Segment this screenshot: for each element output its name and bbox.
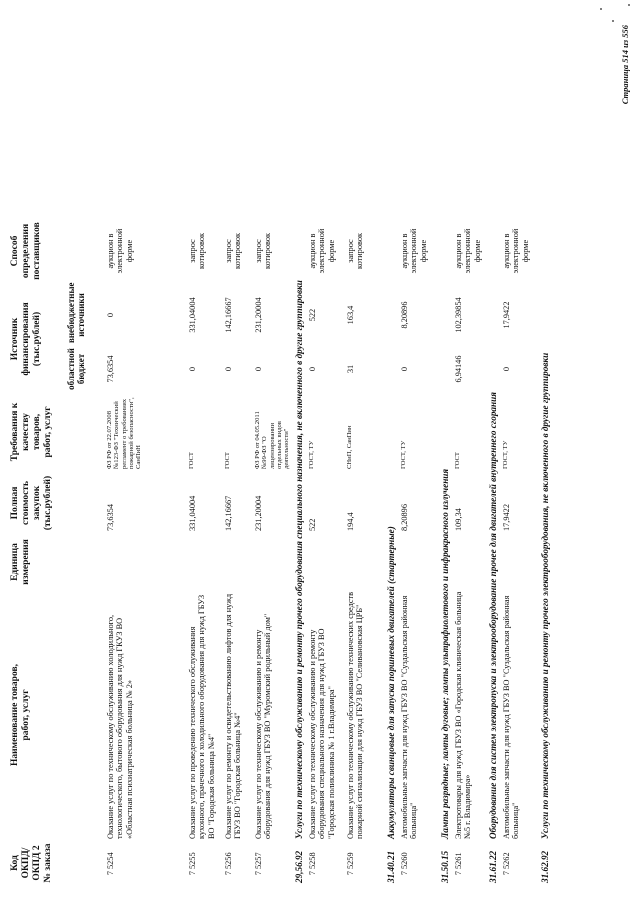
table bbox=[8, 21, 632, 883]
table-body bbox=[106, 21, 554, 883]
oblast-cell: 73,6354 bbox=[106, 355, 115, 383]
group-row bbox=[540, 21, 554, 883]
item-name: Автомобильные запчасти для нужд ГБУЗ ВО "Суздальская районная больница" bbox=[400, 595, 419, 839]
order-number-prefix: 7 bbox=[308, 871, 317, 876]
order-number: 5260 bbox=[400, 852, 409, 869]
vneb-cell: 0 bbox=[106, 312, 115, 318]
order-number-prefix: 7 bbox=[400, 871, 409, 876]
requirements-cell: ГОСТ, ТУ bbox=[308, 440, 315, 469]
group-title: Оборудование для систем электропуска и электрооборудование прочее для двигателей внутреннего сгорания bbox=[488, 392, 498, 839]
cost-cell: 73,6354 bbox=[106, 504, 115, 531]
order-number-prefix: 7 bbox=[188, 871, 197, 876]
vneb-cell: 8,20896 bbox=[400, 301, 409, 329]
scan-speck bbox=[628, 4, 630, 6]
group-code: 31.40.21 bbox=[386, 850, 396, 883]
requirements-cell: ГОСТ bbox=[188, 452, 195, 469]
cost-cell: 231,20004 bbox=[254, 495, 263, 531]
oblast-cell: 31 bbox=[346, 364, 355, 374]
table-row bbox=[224, 21, 254, 883]
group-row bbox=[440, 21, 454, 883]
order-number: 5254 bbox=[106, 852, 115, 869]
item-name: Оказание услуг по проведению технического обслуживания кухонного, прачечного и холодильного оборудования для нужд ГБУЗ ВО "Городская больница №4" bbox=[188, 594, 216, 839]
table-row bbox=[106, 21, 188, 883]
header-finance: Источник финансирования (тыс.рублей) bbox=[10, 302, 42, 376]
oblast-cell: 0 bbox=[502, 366, 511, 372]
header-oblast: областной бюджет bbox=[66, 348, 87, 390]
oblast-cell: 0 bbox=[224, 366, 233, 372]
table-row bbox=[254, 21, 294, 883]
oblast-cell: 0 bbox=[254, 366, 263, 372]
oblast-cell: 0 bbox=[188, 366, 197, 372]
group-title: Услуги по техническому обслуживанию и ремонту прочего оборудования специального назначения, не включенного в другие группировки bbox=[294, 280, 304, 839]
method-cell: запрос котировок bbox=[254, 232, 273, 270]
item-name: Оказание услуг по техническому обслуживанию и ремонту оборудования специального назначения для нужд ГБУЗ ВО "Городская поликлиника № 1 г.Владимира" bbox=[308, 628, 336, 839]
method-cell: аукцион в электронной форме bbox=[454, 228, 482, 274]
requirements-cell: ФЗ РФ от 04.05.2011 №99-ФЗ "О лицензировании отдельных видов деятельности" bbox=[254, 411, 290, 469]
table-row bbox=[400, 21, 440, 883]
vneb-cell: 17,9422 bbox=[502, 301, 511, 329]
page-number: Страница 514 из 556 bbox=[620, 25, 630, 105]
method-cell: аукцион в электронной форме bbox=[400, 228, 428, 274]
order-number: 5259 bbox=[346, 852, 355, 869]
item-name: Оказание услуг по техническому обслуживанию холодильного, технологического, бытового оборудования для нужд ГКУЗ ВО «Областная психиатрическая больница № 2» bbox=[106, 614, 134, 839]
table-row bbox=[502, 21, 540, 883]
header-code: Код ОКПД/ ОКПД 2 № заказа bbox=[10, 843, 53, 883]
table-row bbox=[454, 21, 488, 883]
item-name: Оказание услуг по ремонту и освидетельствованию лифтов для нужд ГБУЗ ВО "Городская больница №4" bbox=[224, 593, 243, 839]
order-number: 5256 bbox=[224, 852, 233, 869]
item-name: Автомобильные запчасти для нужд ГБУЗ ВО "Суздальская районная больница" bbox=[502, 595, 521, 839]
cost-cell: 522 bbox=[308, 518, 317, 531]
cost-cell: 194,4 bbox=[346, 512, 355, 531]
scan-speck bbox=[612, 20, 614, 22]
order-number-prefix: 7 bbox=[346, 871, 355, 876]
order-number-prefix: 7 bbox=[502, 871, 511, 876]
group-row bbox=[386, 21, 400, 883]
order-number-prefix: 7 bbox=[254, 871, 263, 876]
cost-cell: 142,16667 bbox=[224, 495, 233, 531]
header-method: Способ определения поставщиков bbox=[10, 222, 42, 280]
group-title: Услуги по техническому обслуживанию и ремонту прочего электрооборудования, не включенного в другие группировки bbox=[540, 352, 550, 839]
cost-cell: 331,04004 bbox=[188, 495, 197, 531]
cost-cell: 8,20896 bbox=[400, 504, 409, 531]
item-name: Оказание услуг по техническому обслуживанию и ремонту оборудования для нужд ГБУЗ ВО "Муромский родильный дом" bbox=[254, 613, 273, 839]
header-requirements: Требования к качеству товаров, работ, услуг bbox=[10, 402, 53, 462]
group-title: Аккумуляторы свинцовые для запуска поршневых двигателей (стартерные) bbox=[386, 526, 396, 839]
vneb-cell: 331,04004 bbox=[188, 297, 197, 333]
order-number: 5262 bbox=[502, 852, 511, 869]
method-cell: запрос котировок bbox=[224, 232, 243, 270]
requirements-cell: ФЗ РФ от 22.07.2008 №123-ФЗ "Технический регламент о требованиях пожарной безопасности", СанПиН bbox=[106, 397, 142, 469]
order-number: 5255 bbox=[188, 852, 197, 869]
requirements-cell: ГОСТ bbox=[224, 452, 231, 469]
order-number-prefix: 7 bbox=[106, 871, 115, 876]
group-code: 31.50.15 bbox=[440, 850, 450, 883]
vneb-cell: 231,20004 bbox=[254, 297, 263, 333]
group-code: 31.61.22 bbox=[488, 850, 498, 883]
order-number: 5258 bbox=[308, 852, 317, 869]
order-number: 5257 bbox=[254, 852, 263, 869]
table-header bbox=[8, 21, 104, 883]
requirements-cell: ГОСТ, ТУ bbox=[502, 440, 509, 469]
oblast-cell: 0 bbox=[400, 366, 409, 372]
method-cell: запрос котировок bbox=[188, 232, 207, 270]
group-code: 31.62.92 bbox=[540, 850, 550, 883]
requirements-cell: ГОСТ, ТУ bbox=[400, 440, 407, 469]
header-vneb: внебюджетные источники bbox=[66, 282, 87, 343]
header-name: Наименование товаров, работ, услуг bbox=[10, 664, 31, 766]
header-cost: Полная стоимость закупок (тыс.рублей) bbox=[10, 475, 53, 531]
order-number: 5261 bbox=[454, 852, 463, 869]
vneb-cell: 522 bbox=[308, 308, 317, 322]
method-cell: аукцион в электронной форме bbox=[308, 228, 336, 274]
group-row bbox=[294, 21, 308, 883]
oblast-cell: 0 bbox=[308, 366, 317, 372]
oblast-cell: 6,94146 bbox=[454, 355, 463, 383]
group-title: Лампы разрядные; лампы дуговые; лампы ультрафиолетового и инфракрасного излучения bbox=[440, 468, 450, 839]
scan-speck bbox=[600, 8, 602, 10]
table-row bbox=[346, 21, 386, 883]
item-name: Электротовары для нужд ГБУЗ ВО «Городская клиническая больница №5 г. Владимира» bbox=[454, 591, 473, 839]
item-name: Оказание услуг по техническому обслуживанию технических средств пожарной сигнализации для нужд ГБУЗ ВО "Селивановская ЦРБ" bbox=[346, 591, 365, 839]
group-code: 29,56.92 bbox=[294, 850, 304, 883]
requirements-cell: СНиП, СанПин bbox=[346, 425, 353, 469]
method-cell: аукцион в электронной форме bbox=[502, 228, 530, 274]
cost-cell: 17,9422 bbox=[502, 504, 511, 531]
group-row bbox=[488, 21, 502, 883]
requirements-cell: ГОСТ bbox=[454, 452, 461, 469]
header-unit: Единица измерения bbox=[10, 539, 31, 585]
method-cell: аукцион в электронной форме bbox=[106, 228, 134, 274]
table-row bbox=[308, 21, 346, 883]
vneb-cell: 142,16667 bbox=[224, 297, 233, 333]
order-number-prefix: 7 bbox=[454, 871, 463, 876]
cost-cell: 109,34 bbox=[454, 508, 463, 531]
vneb-cell: 163,4 bbox=[346, 305, 355, 325]
method-cell: запрос котировок bbox=[346, 232, 365, 270]
order-number-prefix: 7 bbox=[224, 871, 233, 876]
vneb-cell: 102,39854 bbox=[454, 297, 463, 333]
table-row bbox=[188, 21, 224, 883]
